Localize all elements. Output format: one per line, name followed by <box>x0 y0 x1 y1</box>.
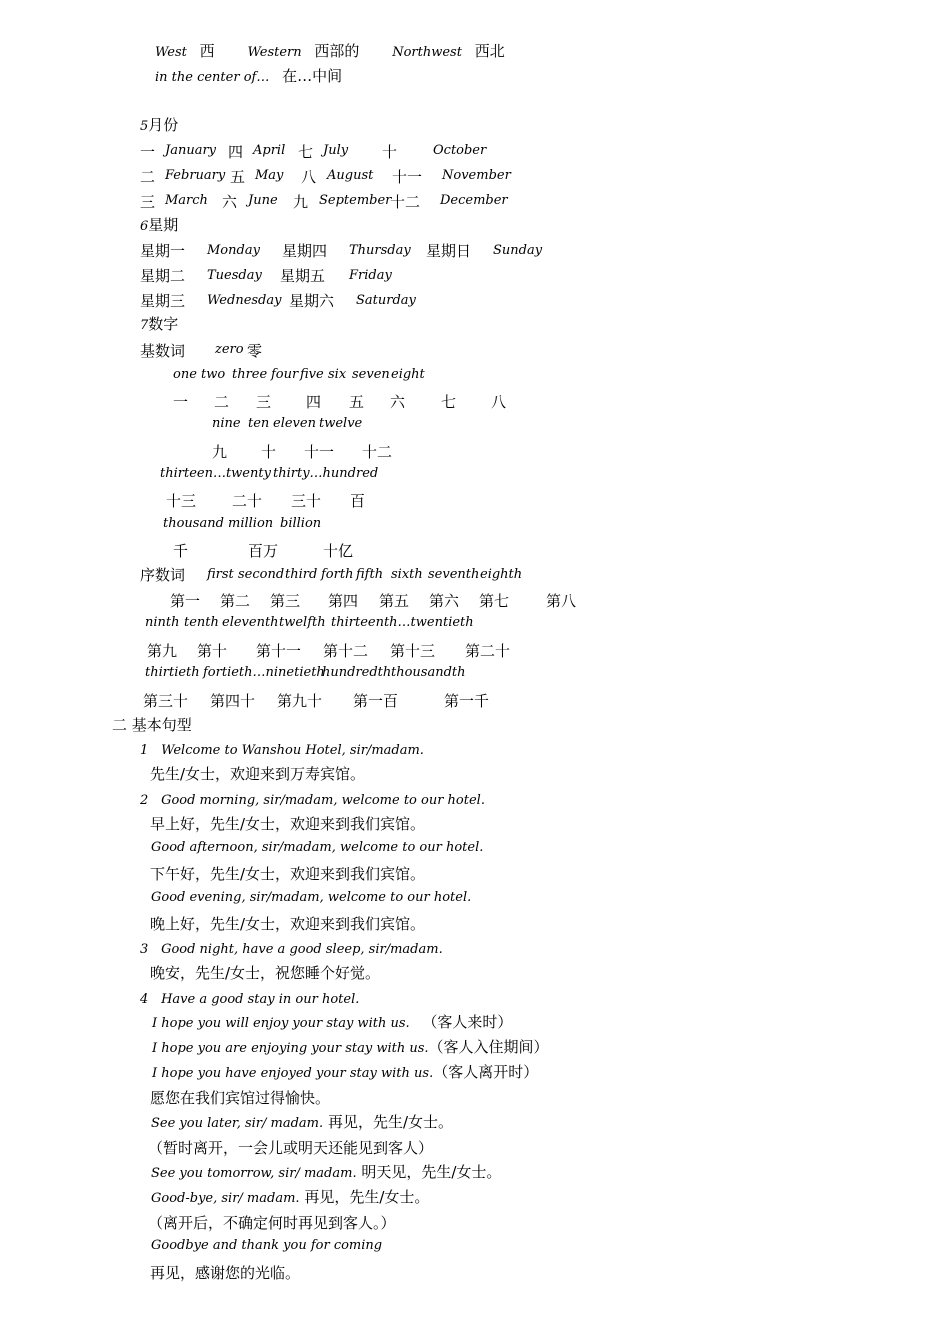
month-zh: 四 <box>228 143 244 161</box>
ordinal-zh: 第二十 <box>465 642 511 660</box>
cardinal-zh: 五 <box>349 393 365 411</box>
sentence-4-en-line <box>140 988 359 1010</box>
ordinal-en: fortieth…ninetieth <box>203 665 325 680</box>
cardinal-en: thirty…hundred <box>273 466 379 481</box>
ordinal-zh: 第九十 <box>277 692 323 710</box>
ordinal-zh: 第三十 <box>143 692 189 710</box>
section-title: 二 基本句型 <box>112 716 192 734</box>
sentence-note: （客人入住期间） <box>428 1038 549 1056</box>
direction-row-1 <box>155 41 505 63</box>
month-zh: 二 <box>140 168 156 186</box>
cardinal-en: ten <box>248 416 270 431</box>
weekday-zh: 星期日 <box>426 242 472 260</box>
ordinal-zh: 第七 <box>479 592 510 610</box>
cardinal-zh: 十 <box>261 443 277 461</box>
sentence-zh: 早上好，先生/女士，欢迎来到我们宾馆。 <box>150 815 426 833</box>
cardinal-zh: 百 <box>350 492 366 510</box>
ordinal-en: thousandth <box>391 665 466 680</box>
ordinal-zh: 第十一 <box>256 642 302 660</box>
weekday-zh: 星期四 <box>282 242 328 260</box>
sentence-zh: 下午好，先生/女士，欢迎来到我们宾馆。 <box>150 865 426 883</box>
sentence-zh: 再见，感谢您的光临。 <box>150 1264 301 1282</box>
sentence-2-en-line <box>140 789 485 811</box>
cardinal-en: five <box>300 367 324 382</box>
ordinal-en: fifth <box>356 567 384 582</box>
month-en: May <box>255 168 284 183</box>
month-en: November <box>442 168 511 183</box>
month-en: October <box>433 143 487 158</box>
numbers-heading <box>140 314 178 336</box>
western-zh: 西部的 <box>314 42 360 60</box>
ordinal-zh: 第四十 <box>210 692 256 710</box>
month-zh: 十一 <box>392 168 423 186</box>
ordinal-en: ninth <box>145 615 180 630</box>
cardinal-en: eleven <box>273 416 316 431</box>
sentence-note: （暂时离开，一会儿或明天还能见到客人） <box>148 1139 434 1157</box>
ordinal-zh: 第六 <box>429 592 460 610</box>
cardinal-en: billion <box>280 516 322 531</box>
weekday-en: Saturday <box>356 293 416 308</box>
ordinal-en: thirteenth…twentieth <box>331 615 474 630</box>
sentence-zh: 愿您在我们宾馆过得愉快。 <box>150 1089 331 1107</box>
ordinal-zh: 第八 <box>546 592 577 610</box>
sentence-en: Welcome to Wanshou Hotel, sir/madam. <box>161 743 424 758</box>
month-zh: 六 <box>222 193 238 211</box>
ordinal-label: 序数词 <box>140 566 186 584</box>
ordinal-zh: 第十二 <box>323 642 369 660</box>
cardinal-en: thousand <box>163 516 224 531</box>
ordinal-zh: 第四 <box>328 592 359 610</box>
sentence-en: I hope you are enjoying your stay with us. <box>152 1041 429 1056</box>
sentence-line <box>151 1162 501 1184</box>
months-heading <box>140 115 178 137</box>
west-zh: 西 <box>199 42 215 60</box>
month-en: April <box>253 143 286 158</box>
cardinal-zh: 十一 <box>304 443 335 461</box>
numbers-heading-number: 7 <box>140 318 149 333</box>
sentence-line <box>152 1037 549 1059</box>
northwest-en: Northwest <box>392 45 462 60</box>
sentence-en: See you later, sir/ madam. <box>151 1116 324 1131</box>
month-zh: 十 <box>382 143 398 161</box>
cardinal-zh: 四 <box>306 393 322 411</box>
weekday-en: Tuesday <box>207 268 262 283</box>
weekday-zh: 星期六 <box>289 292 335 310</box>
sentence-en: Good evening, sir/madam, welcome to our hotel. <box>151 890 472 905</box>
cardinal-en: twelve <box>319 416 363 431</box>
ordinal-zh: 第十三 <box>390 642 436 660</box>
sentence-en: Good-bye, sir/ madam. <box>151 1191 300 1206</box>
cardinal-zh: 一 <box>173 393 189 411</box>
ordinal-en: third <box>285 567 318 582</box>
sentence-en: Have a good stay in our hotel. <box>161 992 360 1007</box>
cardinal-zh: 千 <box>173 542 189 560</box>
sentence-1-en-line <box>140 739 424 761</box>
ordinal-en: tenth <box>184 615 219 630</box>
cardinal-en: three <box>232 367 268 382</box>
sentence-zh: 晚安，先生/女士，祝您睡个好觉。 <box>150 964 381 982</box>
sentence-zh: 先生/女士，欢迎来到万寿宾馆。 <box>150 765 366 783</box>
cardinal-en: one <box>173 367 197 382</box>
month-en: February <box>165 168 226 183</box>
sentence-number: 4 <box>140 992 149 1007</box>
west-en: West <box>155 45 187 60</box>
cardinal-zh: 八 <box>491 393 507 411</box>
ordinal-zh: 第十 <box>197 642 228 660</box>
sentence-line <box>152 1062 538 1084</box>
cardinal-en: four <box>271 367 299 382</box>
northwest-zh: 西北 <box>474 42 505 60</box>
month-zh: 五 <box>230 168 246 186</box>
month-en: June <box>248 193 278 208</box>
sentence-en: Goodbye and thank you for coming <box>151 1238 383 1253</box>
month-zh: 七 <box>298 143 314 161</box>
direction-row-2 <box>155 66 342 88</box>
weekdays-heading <box>140 215 178 237</box>
weekday-en: Wednesday <box>207 293 282 308</box>
month-en: July <box>323 143 349 158</box>
month-zh: 十二 <box>390 193 421 211</box>
ordinal-en: second <box>238 567 285 582</box>
sentence-note: （客人来时） <box>422 1013 513 1031</box>
sentence-en: I hope you have enjoyed your stay with us. <box>152 1066 434 1081</box>
month-zh: 九 <box>293 193 309 211</box>
cardinal-zh: 十亿 <box>323 542 354 560</box>
weekday-zh: 星期五 <box>280 267 326 285</box>
cardinal-en: million <box>228 516 274 531</box>
cardinal-zh: 十三 <box>166 492 197 510</box>
sentence-en: See you tomorrow, sir/ madam. <box>151 1166 357 1181</box>
ordinal-zh: 第五 <box>379 592 410 610</box>
sentence-zh: 明天见，先生/女士。 <box>361 1163 502 1181</box>
months-heading-number: 5 <box>140 119 149 134</box>
cardinal-zh: 三十 <box>291 492 322 510</box>
cardinal-zh: 百万 <box>248 542 279 560</box>
cardinal-zh: 六 <box>390 393 406 411</box>
sentence-note: （客人离开时） <box>433 1063 539 1081</box>
zero-en: zero <box>215 342 244 357</box>
cardinal-en: thirteen…twenty <box>160 466 271 481</box>
ordinal-zh: 第一百 <box>353 692 399 710</box>
month-en: January <box>165 143 217 158</box>
ordinal-en: forth <box>321 567 354 582</box>
cardinal-label: 基数词 <box>140 342 186 360</box>
center-zh: 在…中间 <box>282 67 343 85</box>
sentence-en: Good afternoon, sir/madam, welcome to our hotel. <box>151 840 484 855</box>
sentence-number: 1 <box>140 743 149 758</box>
sentence-note: （离开后，不确定何时再见到客人。） <box>148 1214 396 1232</box>
cardinal-zh: 三 <box>256 393 272 411</box>
cardinal-zh: 九 <box>212 443 228 461</box>
month-zh: 八 <box>301 168 317 186</box>
ordinal-en: hundredth <box>322 665 392 680</box>
western-en: Western <box>247 45 302 60</box>
ordinal-en: seventh <box>428 567 480 582</box>
ordinal-en: eleventh <box>222 615 279 630</box>
sentence-line <box>151 1187 429 1209</box>
ordinal-en: twelfth <box>279 615 326 630</box>
cardinal-zh: 二十 <box>232 492 263 510</box>
sentence-3-en-line <box>140 938 443 960</box>
month-en: August <box>327 168 374 183</box>
sentence-zh: 晚上好，先生/女士，欢迎来到我们宾馆。 <box>150 915 426 933</box>
center-en: in the center of… <box>155 70 270 85</box>
cardinal-zh: 十二 <box>362 443 393 461</box>
sentence-en: I hope you will enjoy your stay with us. <box>152 1016 410 1031</box>
ordinal-en: sixth <box>391 567 423 582</box>
weekdays-heading-number: 6 <box>140 219 149 234</box>
ordinal-zh: 第一 <box>170 592 201 610</box>
cardinal-en: eight <box>391 367 425 382</box>
ordinal-zh: 第一千 <box>444 692 490 710</box>
weekday-zh: 星期三 <box>140 292 186 310</box>
sentence-number: 2 <box>140 793 149 808</box>
cardinal-zh: 七 <box>441 393 457 411</box>
cardinal-en: seven <box>352 367 390 382</box>
ordinal-en: first <box>207 567 234 582</box>
sentence-en: Good morning, sir/madam, welcome to our hotel. <box>161 793 485 808</box>
sentence-zh: 再见，先生/女士。 <box>327 1113 453 1131</box>
month-en: December <box>440 193 508 208</box>
weekday-zh: 星期一 <box>140 242 186 260</box>
ordinal-zh: 第二 <box>220 592 251 610</box>
ordinal-zh: 第三 <box>270 592 301 610</box>
weekday-en: Monday <box>207 243 260 258</box>
ordinal-en: thirtieth <box>145 665 200 680</box>
cardinal-zh: 二 <box>214 393 230 411</box>
cardinal-en: two <box>201 367 226 382</box>
weekday-en: Sunday <box>493 243 543 258</box>
weekday-zh: 星期二 <box>140 267 186 285</box>
cardinal-en: nine <box>212 416 241 431</box>
sentence-number: 3 <box>140 942 149 957</box>
sentence-line <box>151 1112 453 1134</box>
months-heading-label: 月份 <box>148 116 179 134</box>
weekdays-heading-label: 星期 <box>148 216 179 234</box>
zero-zh: 零 <box>247 342 263 360</box>
sentence-en: Good night, have a good sleep, sir/madam. <box>161 942 443 957</box>
numbers-heading-label: 数字 <box>148 315 179 333</box>
sentence-zh: 再见，先生/女士。 <box>304 1188 430 1206</box>
month-zh: 三 <box>140 193 156 211</box>
ordinal-zh: 第九 <box>147 642 178 660</box>
sentence-line <box>152 1012 512 1034</box>
cardinal-en: six <box>328 367 347 382</box>
month-en: March <box>165 193 208 208</box>
weekday-en: Thursday <box>349 243 411 258</box>
ordinal-en: eighth <box>480 567 523 582</box>
month-en: September <box>319 193 392 208</box>
month-zh: 一 <box>140 143 156 161</box>
weekday-en: Friday <box>349 268 392 283</box>
